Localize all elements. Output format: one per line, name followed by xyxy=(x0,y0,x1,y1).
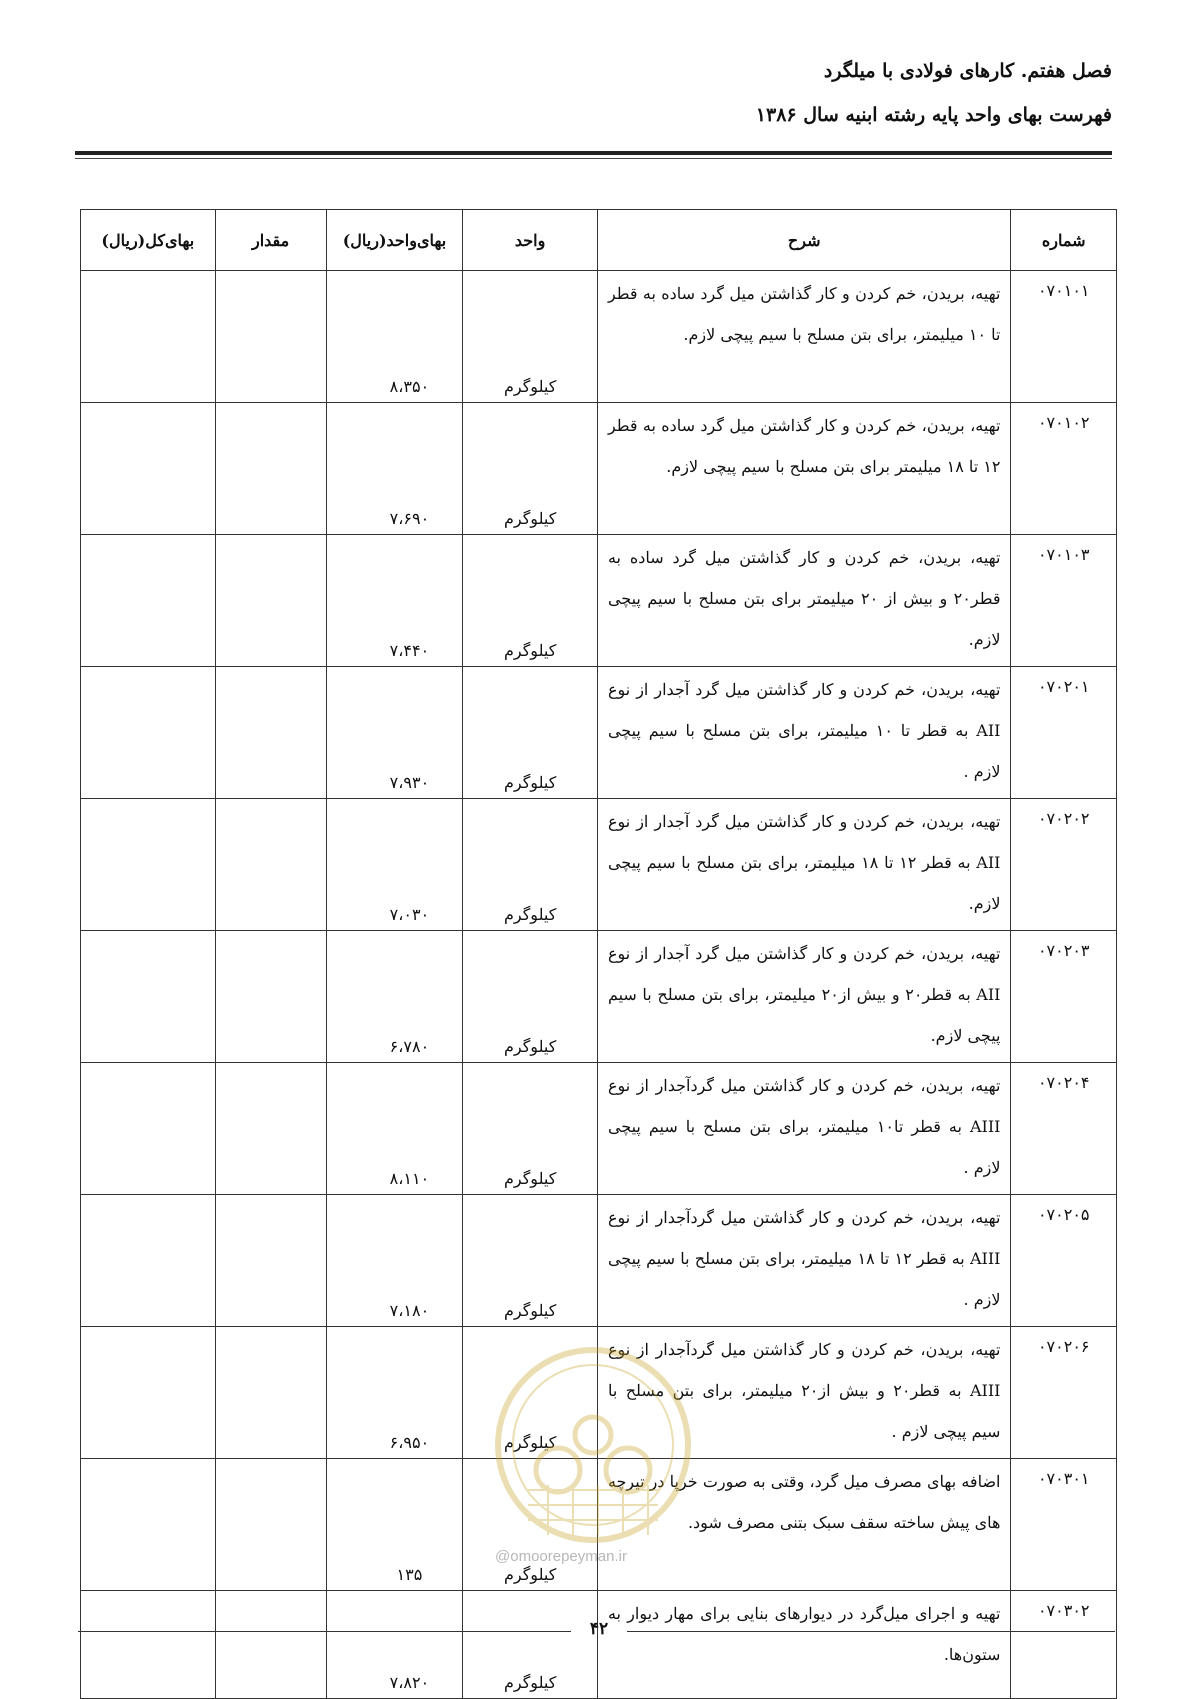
table-row xyxy=(81,1063,1117,1195)
item-unit-price: ۷،۱۸۰ xyxy=(326,1195,463,1327)
item-description: تهیه، بریدن، خم کردن و کار گذاشتن میل گرد آجدار از نوع AII به قطر۲۰ و بیش از۲۰ میلیمتر، برای بتن مسلح با سیم پیچی لازم. xyxy=(597,931,1011,1063)
item-unit: کیلوگرم xyxy=(463,1327,598,1459)
item-number: ۰۷۰۱۰۱ xyxy=(1011,271,1117,403)
item-quantity xyxy=(215,1459,326,1591)
table-header-row xyxy=(81,210,1117,271)
item-quantity xyxy=(215,403,326,535)
footer-divider-right xyxy=(627,1631,1115,1632)
table-row xyxy=(81,1459,1117,1591)
table-row xyxy=(81,535,1117,667)
item-unit-price: ۷،۰۳۰ xyxy=(326,799,463,931)
item-description: تهیه، بریدن، خم کردن و کار گذاشتن میل گرد ساده به قطر ۱۲ تا ۱۸ میلیمتر برای بتن مسلح با سیم پیچی لازم. xyxy=(597,403,1011,535)
item-unit: کیلوگرم xyxy=(463,667,598,799)
column-header-number: شماره xyxy=(1011,210,1117,271)
item-unit: کیلوگرم xyxy=(463,799,598,931)
column-header-total-price: بهای‌کل(ریال) xyxy=(81,210,216,271)
item-quantity xyxy=(215,799,326,931)
item-total-price xyxy=(81,271,216,403)
item-quantity xyxy=(215,1327,326,1459)
item-quantity xyxy=(215,1063,326,1195)
item-number: ۰۷۰۳۰۲ xyxy=(1011,1591,1117,1699)
item-unit-price: ۶،۷۸۰ xyxy=(326,931,463,1063)
item-description: تهیه و اجرای میل‌گرد در دیوارهای بنایی برای مهار دیوار به ستون‌ها. xyxy=(597,1591,1011,1699)
item-total-price xyxy=(81,667,216,799)
item-quantity xyxy=(215,667,326,799)
item-unit: کیلوگرم xyxy=(463,1459,598,1591)
column-header-description: شرح xyxy=(597,210,1011,271)
item-quantity xyxy=(215,271,326,403)
item-total-price xyxy=(81,799,216,931)
table-row xyxy=(81,667,1117,799)
item-unit-price: ۷،۹۳۰ xyxy=(326,667,463,799)
column-header-unit: واحد xyxy=(463,210,598,271)
table-row xyxy=(81,271,1117,403)
item-number: ۰۷۰۲۰۴ xyxy=(1011,1063,1117,1195)
item-description: تهیه، بریدن، خم کردن و کار گذاشتن میل گردآجدار از نوع AIII به قطر تا۱۰ میلیمتر، برای بتن مسلح با سیم پیچی لازم . xyxy=(597,1063,1011,1195)
item-unit-price: ۷،۴۴۰ xyxy=(326,535,463,667)
item-description: تهیه، بریدن، خم کردن و کار گذاشتن میل گرد آجدار از نوع AII به قطر ۱۲ تا ۱۸ میلیمتر، برای بتن مسلح با سیم پیچی لازم. xyxy=(597,799,1011,931)
column-header-unit-price: بهای‌واحد(ریال) xyxy=(326,210,463,271)
header-divider-thick xyxy=(75,151,1112,155)
table-row xyxy=(81,1327,1117,1459)
watermark-url: @omoorepeyman.ir xyxy=(495,1548,627,1565)
item-description: تهیه، بریدن، خم کردن و کار گذاشتن میل گردآجدار از نوع AIII به قطر ۱۲ تا ۱۸ میلیمتر، برای بتن مسلح با سیم پیچی لازم . xyxy=(597,1195,1011,1327)
document-subtitle: فهرست بهای واحد پایه رشته ابنیه سال ۱۳۸۶ xyxy=(755,104,1112,126)
item-quantity xyxy=(215,1195,326,1327)
item-total-price xyxy=(81,403,216,535)
item-unit-price: ۷،۸۲۰ xyxy=(326,1591,463,1699)
item-total-price xyxy=(81,535,216,667)
item-unit: کیلوگرم xyxy=(463,403,598,535)
item-unit-price: ۸،۳۵۰ xyxy=(326,271,463,403)
table-row xyxy=(81,403,1117,535)
item-unit: کیلوگرم xyxy=(463,931,598,1063)
item-description: تهیه، بریدن، خم کردن و کار گذاشتن میل گرد آجدار از نوع AII به قطر تا ۱۰ میلیمتر، برای بتن مسلح با سیم پیچی لازم . xyxy=(597,667,1011,799)
item-description: اضافه بهای مصرف میل گرد، وقتی به صورت خرپا در تیرچه های پیش ساخته سقف سبک بتنی مصرف شود. xyxy=(597,1459,1011,1591)
item-number: ۰۷۰۲۰۵ xyxy=(1011,1195,1117,1327)
item-number: ۰۷۰۱۰۲ xyxy=(1011,403,1117,535)
item-description: تهیه، بریدن، خم کردن و کار گذاشتن میل گرد ساده به قطر۲۰ و بیش از ۲۰ میلیمتر برای بتن مسلح با سیم پیچی لازم. xyxy=(597,535,1011,667)
item-unit-price: ۷،۶۹۰ xyxy=(326,403,463,535)
item-quantity xyxy=(215,1591,326,1699)
table-row xyxy=(81,1195,1117,1327)
item-total-price xyxy=(81,1195,216,1327)
item-unit: کیلوگرم xyxy=(463,271,598,403)
column-header-quantity: مقدار xyxy=(215,210,326,271)
header-divider-thin xyxy=(75,158,1112,159)
table-row xyxy=(81,1591,1117,1699)
item-description: تهیه، بریدن، خم کردن و کار گذاشتن میل گرد ساده به قطر تا ۱۰ میلیمتر، برای بتن مسلح با سیم پیچی لازم. xyxy=(597,271,1011,403)
item-total-price xyxy=(81,1063,216,1195)
item-description: تهیه، بریدن، خم کردن و کار گذاشتن میل گردآجدار از نوع AIII به قطر۲۰ و بیش از۲۰ میلیمتر، برای بتن مسلح با سیم پیچی لازم . xyxy=(597,1327,1011,1459)
item-total-price xyxy=(81,931,216,1063)
item-number: ۰۷۰۲۰۱ xyxy=(1011,667,1117,799)
item-unit-price: ۶،۹۵۰ xyxy=(326,1327,463,1459)
item-total-price xyxy=(81,1459,216,1591)
item-quantity xyxy=(215,931,326,1063)
item-unit: کیلوگرم xyxy=(463,1591,598,1699)
item-number: ۰۷۰۲۰۲ xyxy=(1011,799,1117,931)
item-unit: کیلوگرم xyxy=(463,1195,598,1327)
item-quantity xyxy=(215,535,326,667)
item-number: ۰۷۰۳۰۱ xyxy=(1011,1459,1117,1591)
item-total-price xyxy=(81,1591,216,1699)
item-unit-price: ۸،۱۱۰ xyxy=(326,1063,463,1195)
item-number: ۰۷۰۱۰۳ xyxy=(1011,535,1117,667)
footer-divider-left xyxy=(78,1631,571,1632)
chapter-title: فصل هفتم. کارهای فولادی با میلگرد xyxy=(823,60,1112,82)
table-row xyxy=(81,799,1117,931)
price-list-table xyxy=(80,209,1117,1699)
item-unit: کیلوگرم xyxy=(463,1063,598,1195)
item-number: ۰۷۰۲۰۳ xyxy=(1011,931,1117,1063)
item-number: ۰۷۰۲۰۶ xyxy=(1011,1327,1117,1459)
item-unit: کیلوگرم xyxy=(463,535,598,667)
page-number: ۴۲ xyxy=(589,1619,609,1639)
item-unit-price: ۱۳۵ xyxy=(326,1459,463,1591)
item-total-price xyxy=(81,1327,216,1459)
table-row xyxy=(81,931,1117,1063)
